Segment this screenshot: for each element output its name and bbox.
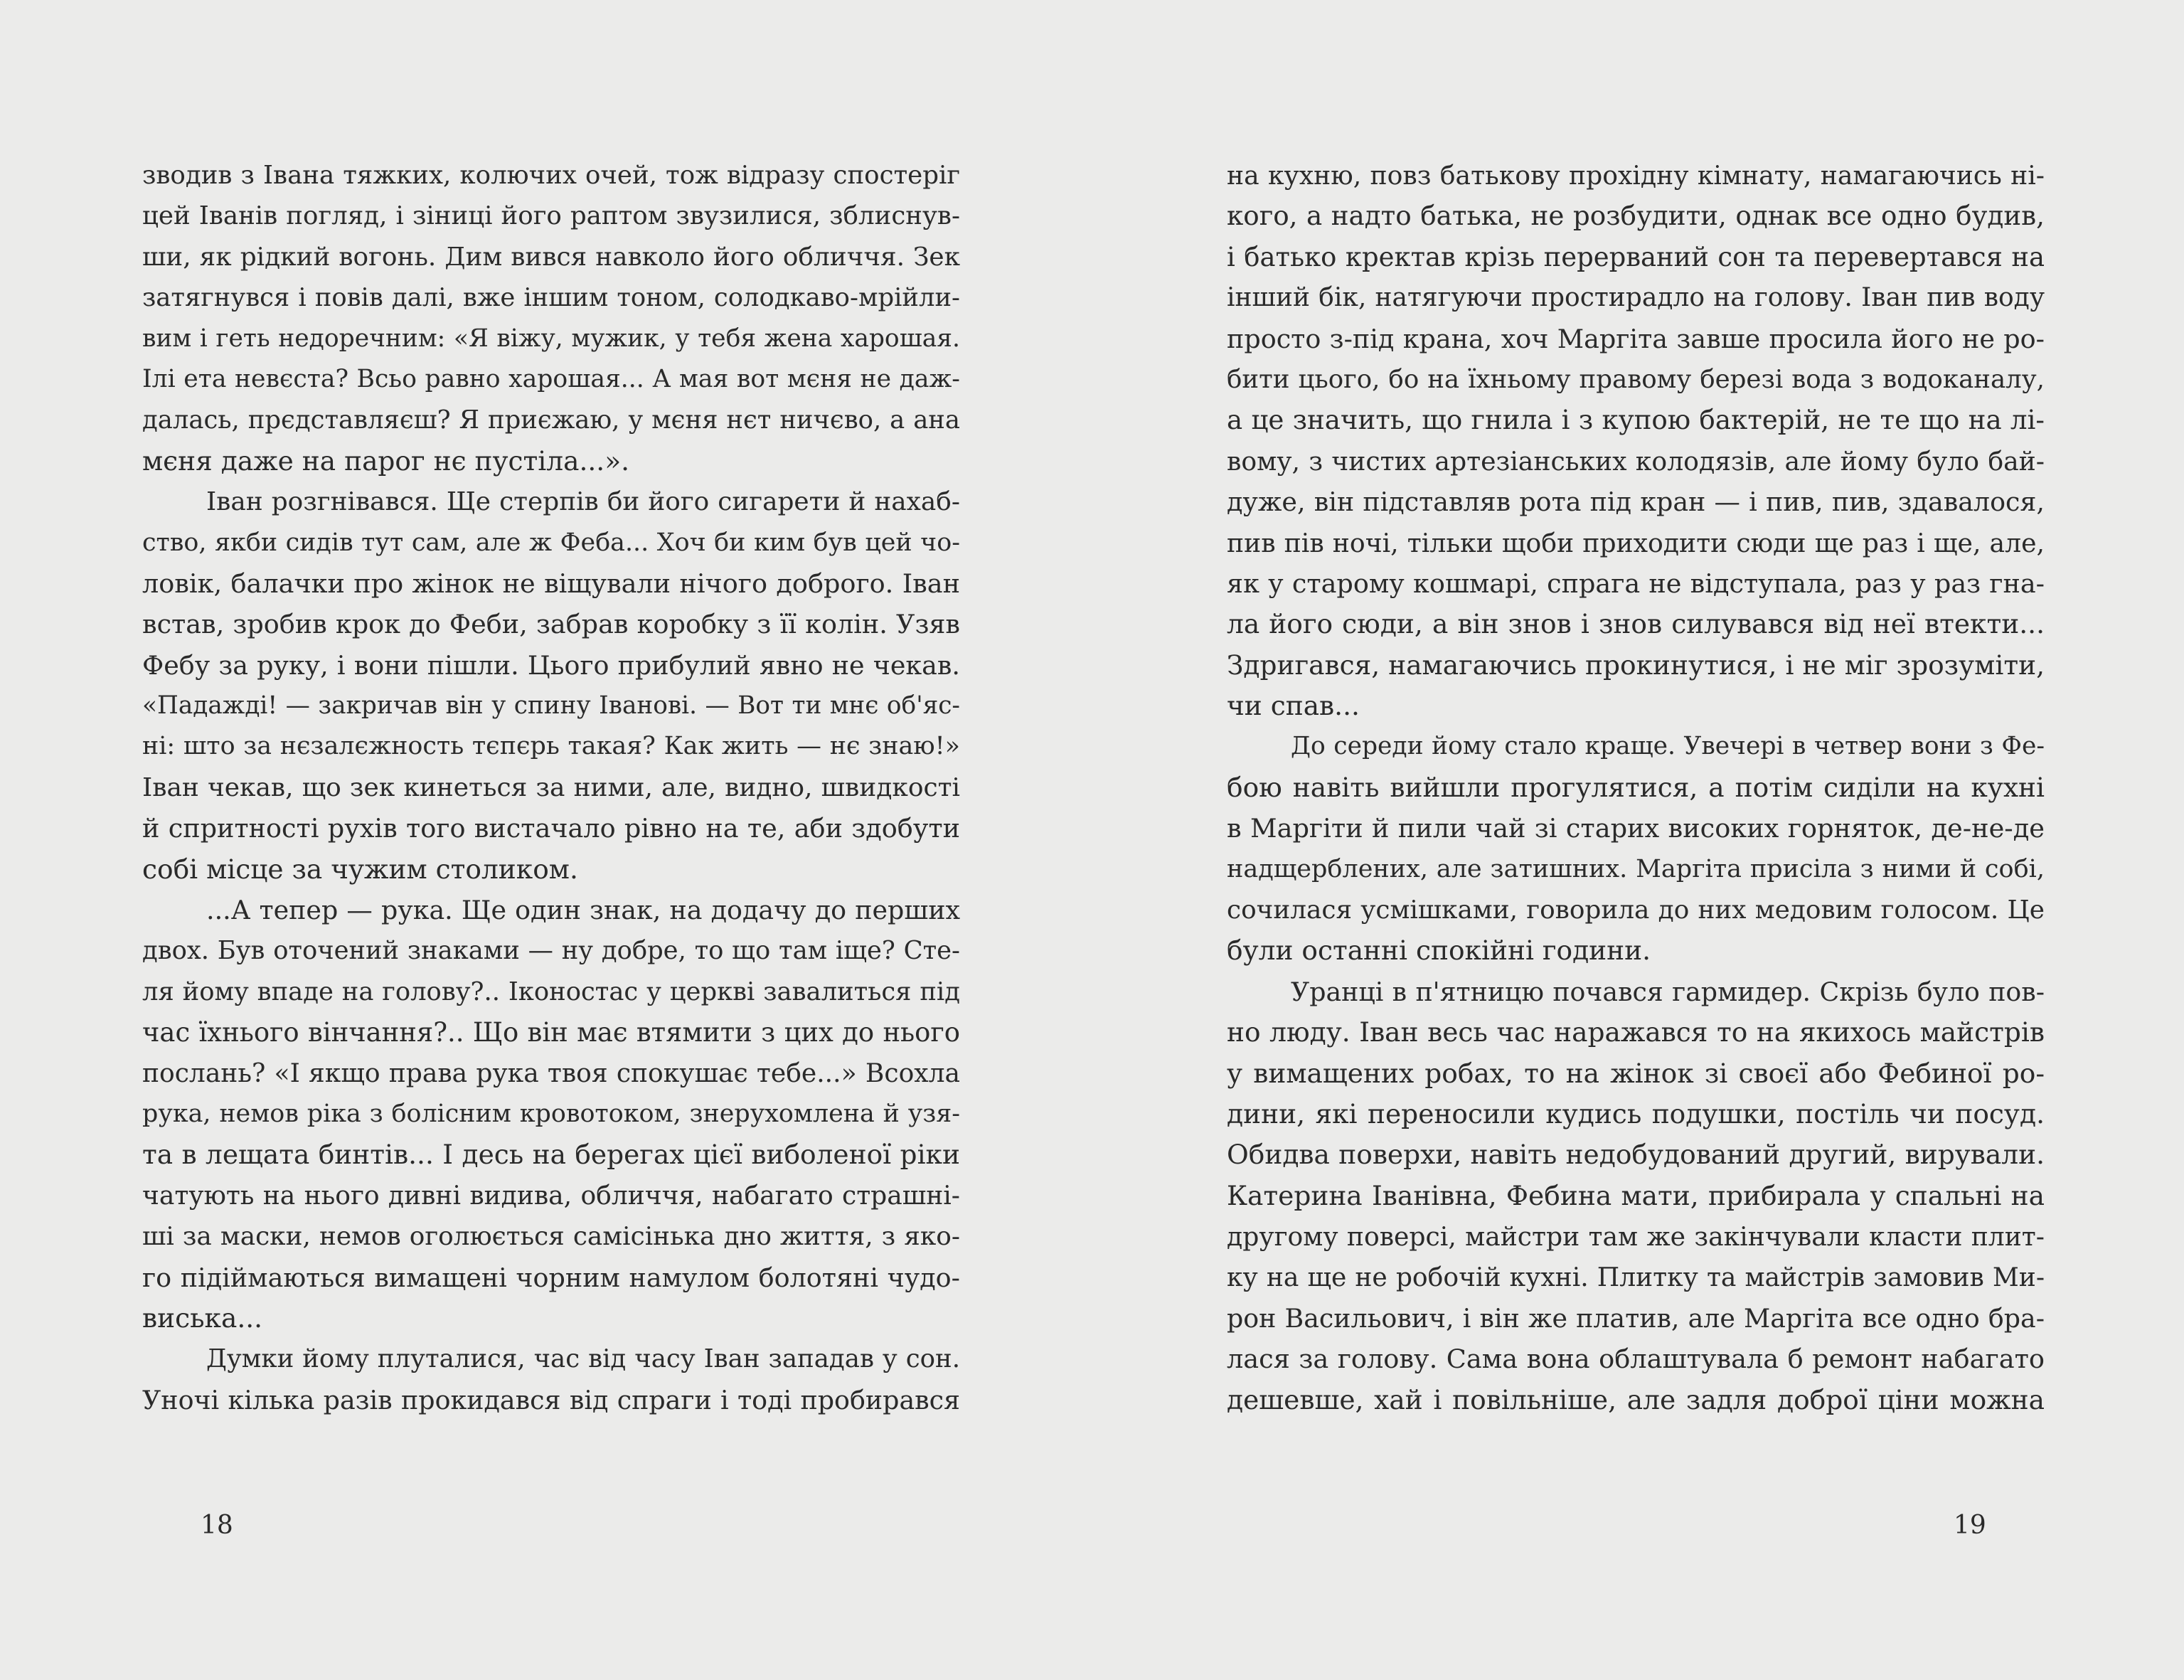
text-line: Іван чекав, що зек кинеться за ними, але, видно, швидкості [142,772,960,802]
text-line: Здригався, намагаючись прокинутися, і не міг зрозуміти, [1227,649,2045,681]
text-line: Іван розгнівався. Ще стерпів би його сигарети й нахаб- [206,487,960,517]
text-line: затягнувся і повів далі, вже іншим тоном, солодкаво-мрійли- [142,283,960,313]
text-line: другому поверсі, майстри там же закінчували класти плит- [1227,1221,2045,1253]
text-line: ші за маски, немов оголюється самісінька дно життя, з яко- [142,1222,960,1252]
text-line: як у старому кошмарі, спрага не відступала, раз у раз гна- [1227,568,2045,599]
text-line: ...А тепер — рука. Ще один знак, на додачу до перших [206,895,960,926]
text-line: Обидва поверхи, навіть недобудований другий, вирували. [1227,1139,2045,1171]
text-line: час їхнього вінчання?.. Що він має втямити з цих до нього [142,1017,960,1048]
text-line: Ілі ета невєста? Всьо равно харошая... А мая вот мєня не даж- [142,364,960,393]
text-line: двох. Був оточений знаками — ну добре, то що там іще? Сте- [142,936,960,966]
text-line: ла його сюди, а він знов і знов силувався від неї втекти... [1227,608,2045,640]
text-line: бити цього, бо на їхньому правому березі вода з водоканалу, [1227,364,2045,394]
text-line: лася за голову. Сама вона облаштувала б ремонт набагато [1227,1344,2045,1375]
text-line: ловік, балачки про жінок не віщували нічого доброго. Іван [142,568,960,599]
text-line: чи спав... [1227,690,1360,722]
text-line: були останні спокійні години. [1227,935,1651,967]
text-line: Катерина Іванівна, Фебина мати, прибирала у спальні на [1227,1179,2045,1211]
text-line: ши, як рідкий вогонь. Дим вився навколо його обличчя. Зек [142,242,960,272]
text-line: а це значить, що гнила і з купою бактерій, не те що на лі- [1227,404,2045,436]
text-line: у вимащених робах, то на жінок зі своєї або Фебиної ро- [1227,1057,2045,1089]
text-line: Думки йому плуталися, час від часу Іван западав у сон. [206,1344,960,1374]
text-line: та в лещата бинтів... І десь на берегах цієї виболеної ріки [142,1139,960,1171]
text-line: сочилася усмішками, говорила до них медовим голосом. Це [1227,895,2045,925]
text-line: зводив з Івана тяжких, колючих очей, тож відразу спостеріг [142,161,960,190]
text-line: Уночі кілька разів прокидався від спраги і тоді пробирався [142,1384,960,1415]
text-line: на кухню, повз батькову прохідну кімнату, намагаючись ні- [1227,160,2045,191]
text-line: і батько кректав крізь перерваний сон та перевертався на [1227,241,2045,272]
text-line: й спритності рухів того вистачало рівно на те, аби здобути [142,813,960,844]
left-page [142,155,960,1420]
text-line: ні: што за нєзалєжность тєпєрь такая? Как жить — нє знаю!» [142,732,960,761]
text-line: «Падажді! — закричав він у спину Іванові. — Вот ти мнє об'яс- [142,691,960,721]
text-line: дуже, він підставляв рота під кран — і пив, пив, здавалося, [1227,487,2045,518]
text-line: чатують на нього дивні видива, обличчя, набагато страшні- [142,1180,960,1211]
right-page [1227,155,2045,1420]
text-line: цей Іванів погляд, і зіниці його раптом звузилися, зблиснув- [142,201,960,231]
text-line: До середи йому стало краще. Увечері в четвер вони з Фе- [1291,732,2045,761]
text-line: мєня даже на парог нє пустіла...». [142,445,630,477]
text-line: Уранці в п'ятницю почався гармидер. Скрізь було пов- [1291,976,2045,1007]
text-line: го підіймаються вимащені чорним намулом болотяні чудо- [142,1262,960,1293]
text-line: виська... [142,1302,263,1334]
text-line: дини, які переносили кудись подушки, постіль чи посуд. [1227,1097,2045,1129]
text-line: надщерблених, але затишних. Маргіта присіла з ними й собі, [1227,854,2045,883]
page-number-left: 18 [201,1511,233,1540]
text-line: собі місце за чужим столиком. [142,853,578,885]
text-line: рука, немов ріка з болісним кровотоком, знерухомлена й узя- [142,1099,960,1128]
text-line: ство, якби сидів тут сам, але ж Феба... Хоч би ким був цей чо- [142,528,960,557]
text-line: ля йому впаде на голову?.. Іконостас у церкві завалиться під [142,977,960,1006]
text-line: бою навіть вийшли прогулятися, а потім сиділи на кухні [1227,771,2045,803]
text-line: кого, а надто батька, не розбудити, однак все одно будив, [1227,200,2045,232]
text-line: но люду. Іван весь час наражався то на якихось майстрів [1227,1016,2045,1048]
text-line: в Маргіти й пили чай зі старих високих горняток, де-не-де [1227,813,2045,844]
text-line: далась, прєдставляєш? Я приєжаю, у мєня нєт ничєво, а ана [142,405,960,435]
text-line: пив пів ночі, тільки щоби приходити сюди ще раз і ще, але, [1227,527,2045,558]
text-line: просто з-під крана, хоч Маргіта завше просила його не ро- [1227,323,2045,354]
text-line: дешевше, хай і повільніше, але задля доброї ціни можна [1227,1383,2045,1415]
text-line: Фебу за руку, і вони пішли. Цього прибулий явно не чекав. [142,649,960,681]
text-line: ку на ще не робочій кухні. Плитку та майстрів замовив Ми- [1227,1262,2045,1292]
page-number-right: 19 [1954,1511,1986,1540]
text-line: вому, з чистих артезіанських колодязів, але йому було бай- [1227,445,2045,477]
text-line: послань? «І якщо права рука твоя спокушає тебе...» Всохла [142,1058,960,1088]
text-line: інший бік, натягуючи простирадло на голову. Іван пив воду [1227,283,2045,313]
text-line: встав, зробив крок до Феби, забрав коробку з її колін. Узяв [142,609,960,640]
text-line: рон Васильович, і він же платив, але Маргіта все одно бра- [1227,1302,2045,1334]
text-line: вим і геть недоречним: «Я віжу, мужик, у тебя жена харошая. [142,324,960,353]
